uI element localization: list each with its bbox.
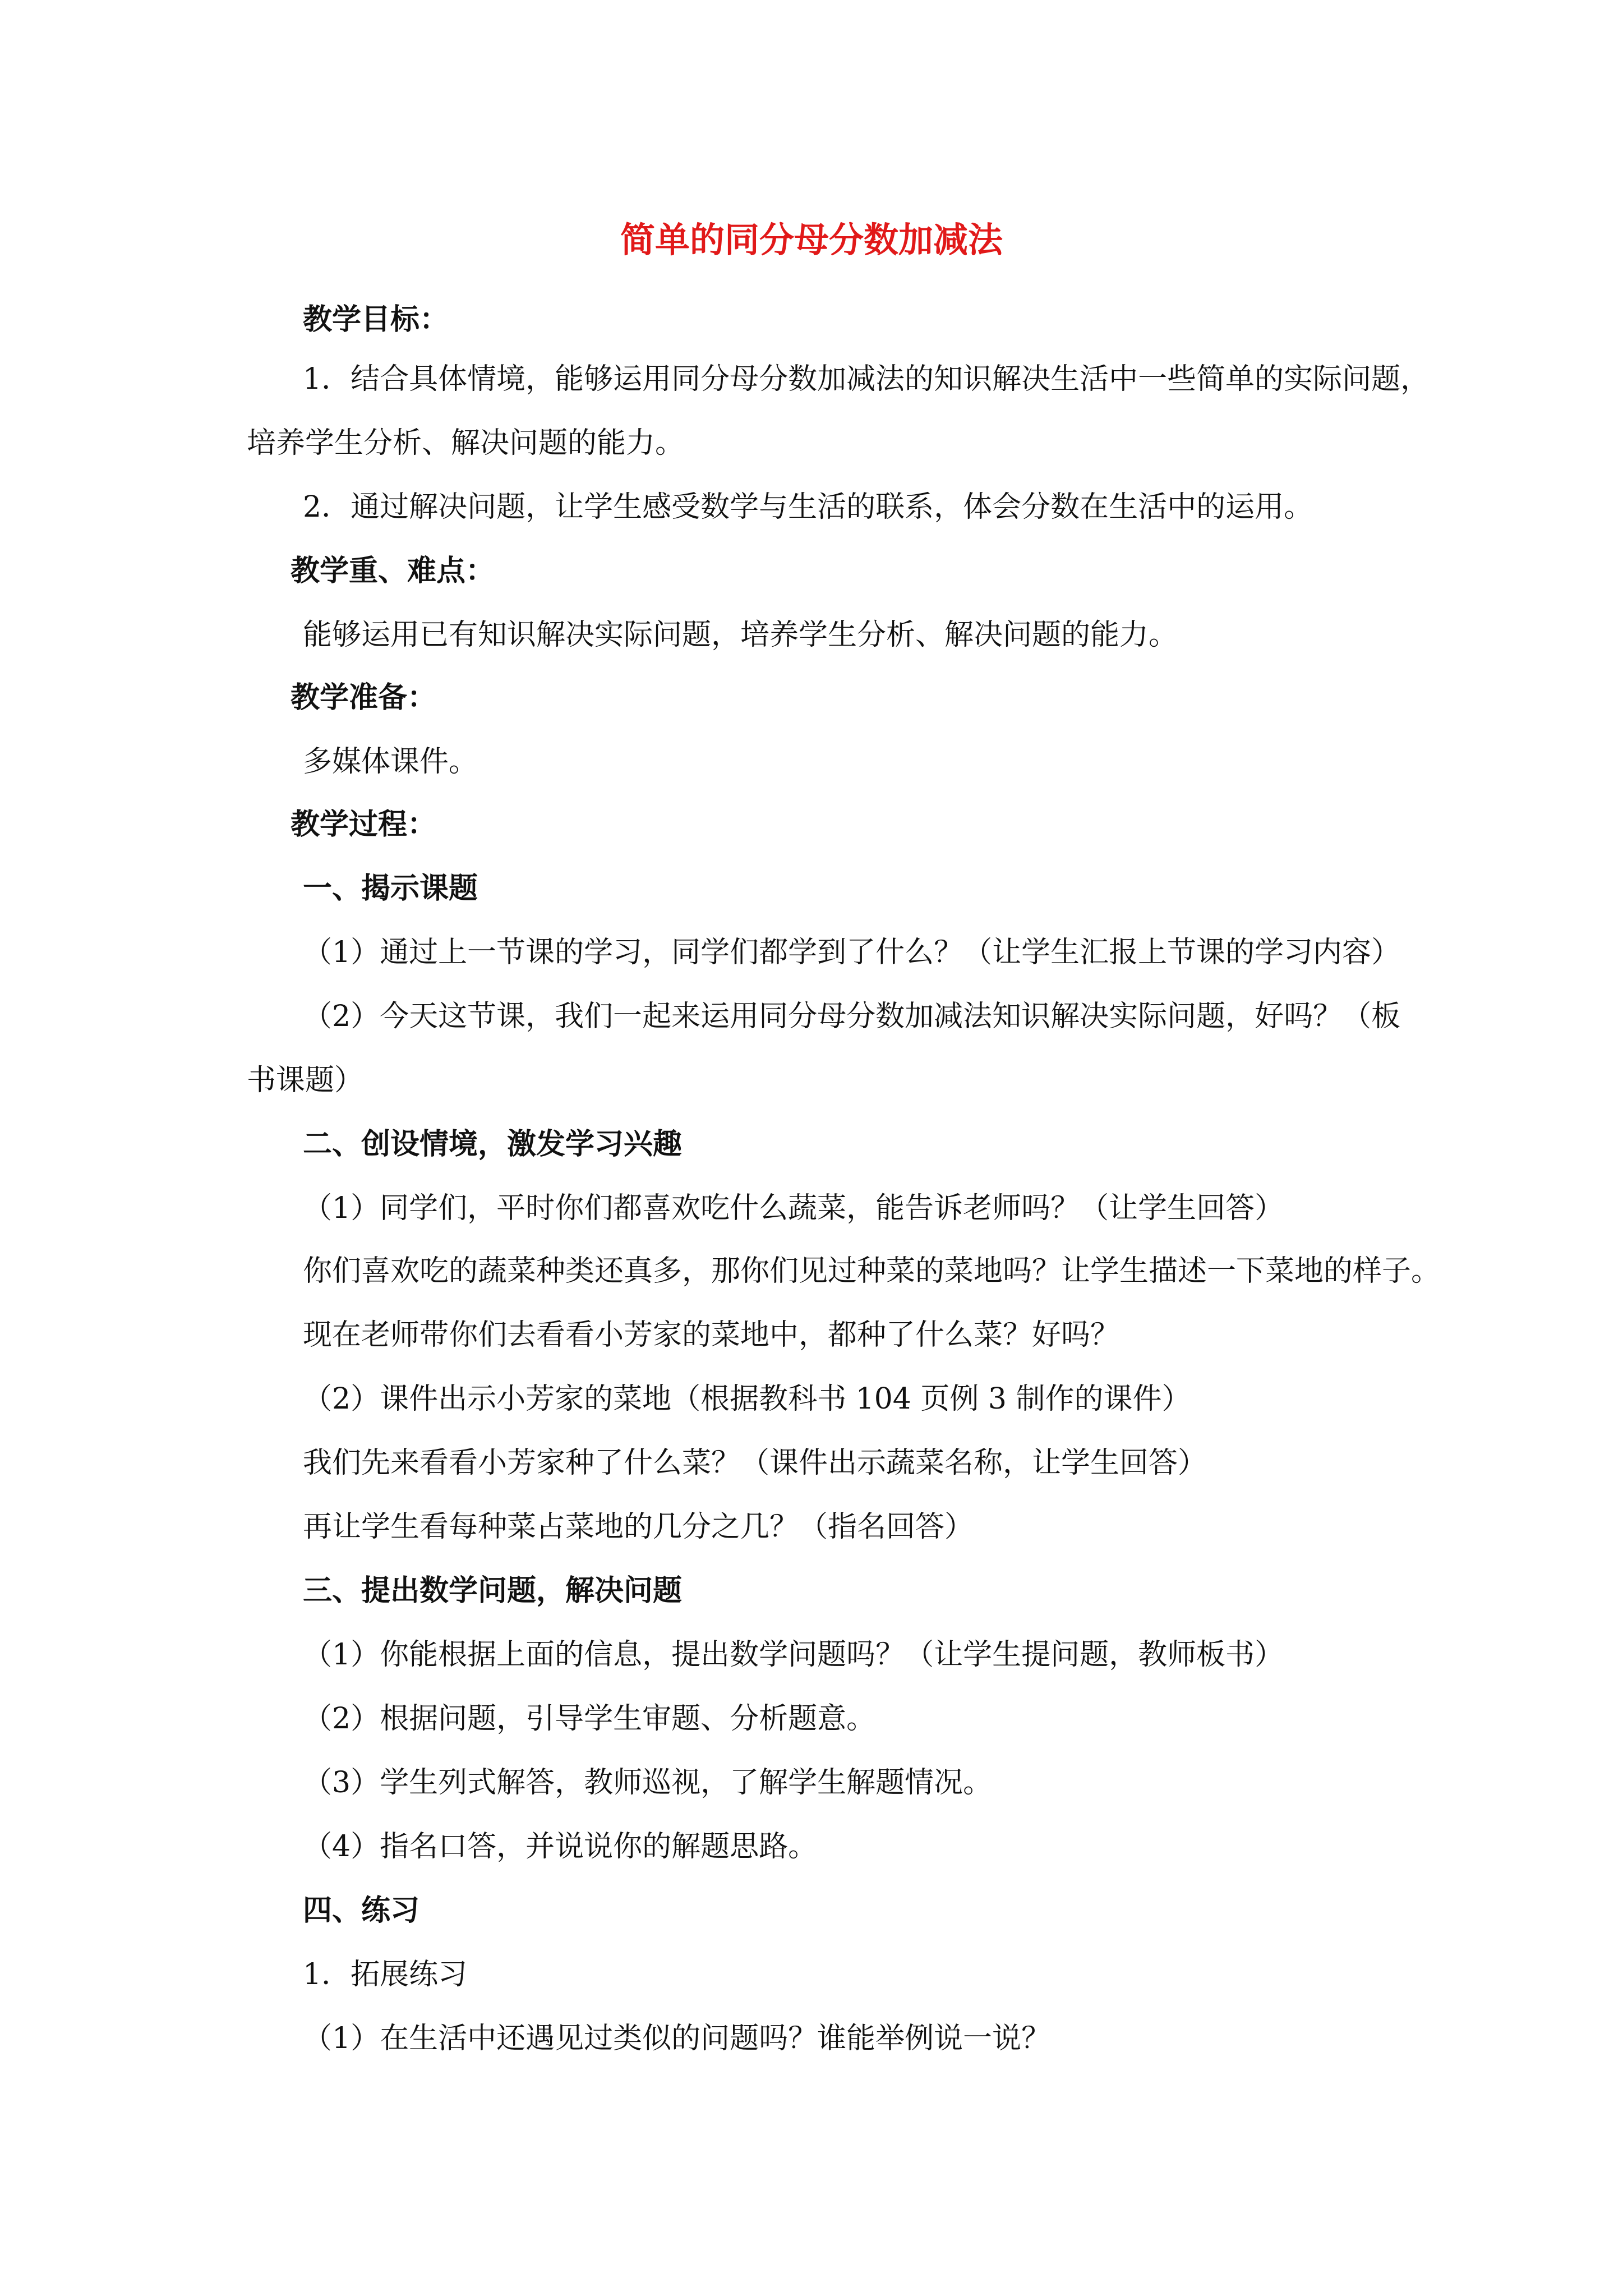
part1-heading: 一、揭示课题: [303, 871, 478, 905]
key-points-text: 能够运用已有知识解决实际问题，培养学生分析、解决问题的能力。: [303, 618, 1178, 652]
process-heading: 教学过程：: [291, 807, 437, 841]
key-points-heading: 教学重、难点：: [291, 554, 495, 588]
part4-heading: 四、练习: [303, 1893, 420, 1927]
part4-item1: （1）在生活中还遇见过类似的问题吗？谁能举例说一说？: [303, 2022, 1051, 2055]
part2-item2: （2）课件出示小芳家的菜地（根据教科书 104 页例 3 制作的课件）: [303, 1382, 1191, 1416]
part2-text1: 你们喜欢吃的蔬菜种类还真多，那你们见过种菜的菜地吗？让学生描述一下菜地的样子。: [303, 1254, 1441, 1288]
objectives-heading: 教学目标：: [303, 302, 449, 337]
part2-item1: （1）同学们，平时你们都喜欢吃什么蔬菜，能告诉老师吗？（让学生回答）: [303, 1191, 1284, 1225]
part3-heading: 三、提出数学问题，解决问题: [303, 1573, 683, 1608]
objective-2: 2．通过解决问题，让学生感受数学与生活的联系，体会分数在生活中的运用。: [303, 490, 1313, 524]
part2-text3: 我们先来看看小芳家种了什么菜？（课件出示蔬菜名称，让学生回答）: [303, 1446, 1207, 1480]
objective-1-line1: 1．结合具体情境，能够运用同分母分数加减法的知识解决生活中一些简单的实际问题，: [303, 362, 1430, 396]
part4-sub1: 1．拓展练习: [303, 1958, 468, 1991]
part3-item2: （2）根据问题，引导学生审题、分析题意。: [303, 1702, 876, 1736]
part1-item2-line2: 书课题）: [247, 1064, 364, 1097]
objective-1-line2: 培养学生分析、解决问题的能力。: [247, 426, 685, 460]
part2-text4: 再让学生看每种菜占菜地的几分之几？（指名回答）: [303, 1510, 974, 1544]
part3-item1: （1）你能根据上面的信息，提出数学问题吗？（让学生提问题，教师板书）: [303, 1638, 1284, 1672]
page-title: 简单的同分母分数加减法: [620, 219, 1003, 260]
preparation-text: 多媒体课件。: [303, 745, 478, 779]
preparation-heading: 教学准备：: [291, 680, 437, 715]
part3-item4: （4）指名口答，并说说你的解题思路。: [303, 1830, 818, 1864]
part3-item3: （3）学生列式解答，教师巡视，了解学生解题情况。: [303, 1766, 993, 1800]
part1-item2-line1: （2）今天这节课，我们一起来运用同分母分数加减法知识解决实际问题，好吗？（板: [303, 1000, 1401, 1033]
part2-text2: 现在老师带你们去看看小芳家的菜地中，都种了什么菜？好吗？: [303, 1318, 1120, 1352]
part1-item1: （1）通过上一节课的学习，同学们都学到了什么？（让学生汇报上节课的学习内容）: [303, 936, 1401, 969]
part2-heading: 二、创设情境，激发学习兴趣: [303, 1127, 683, 1161]
